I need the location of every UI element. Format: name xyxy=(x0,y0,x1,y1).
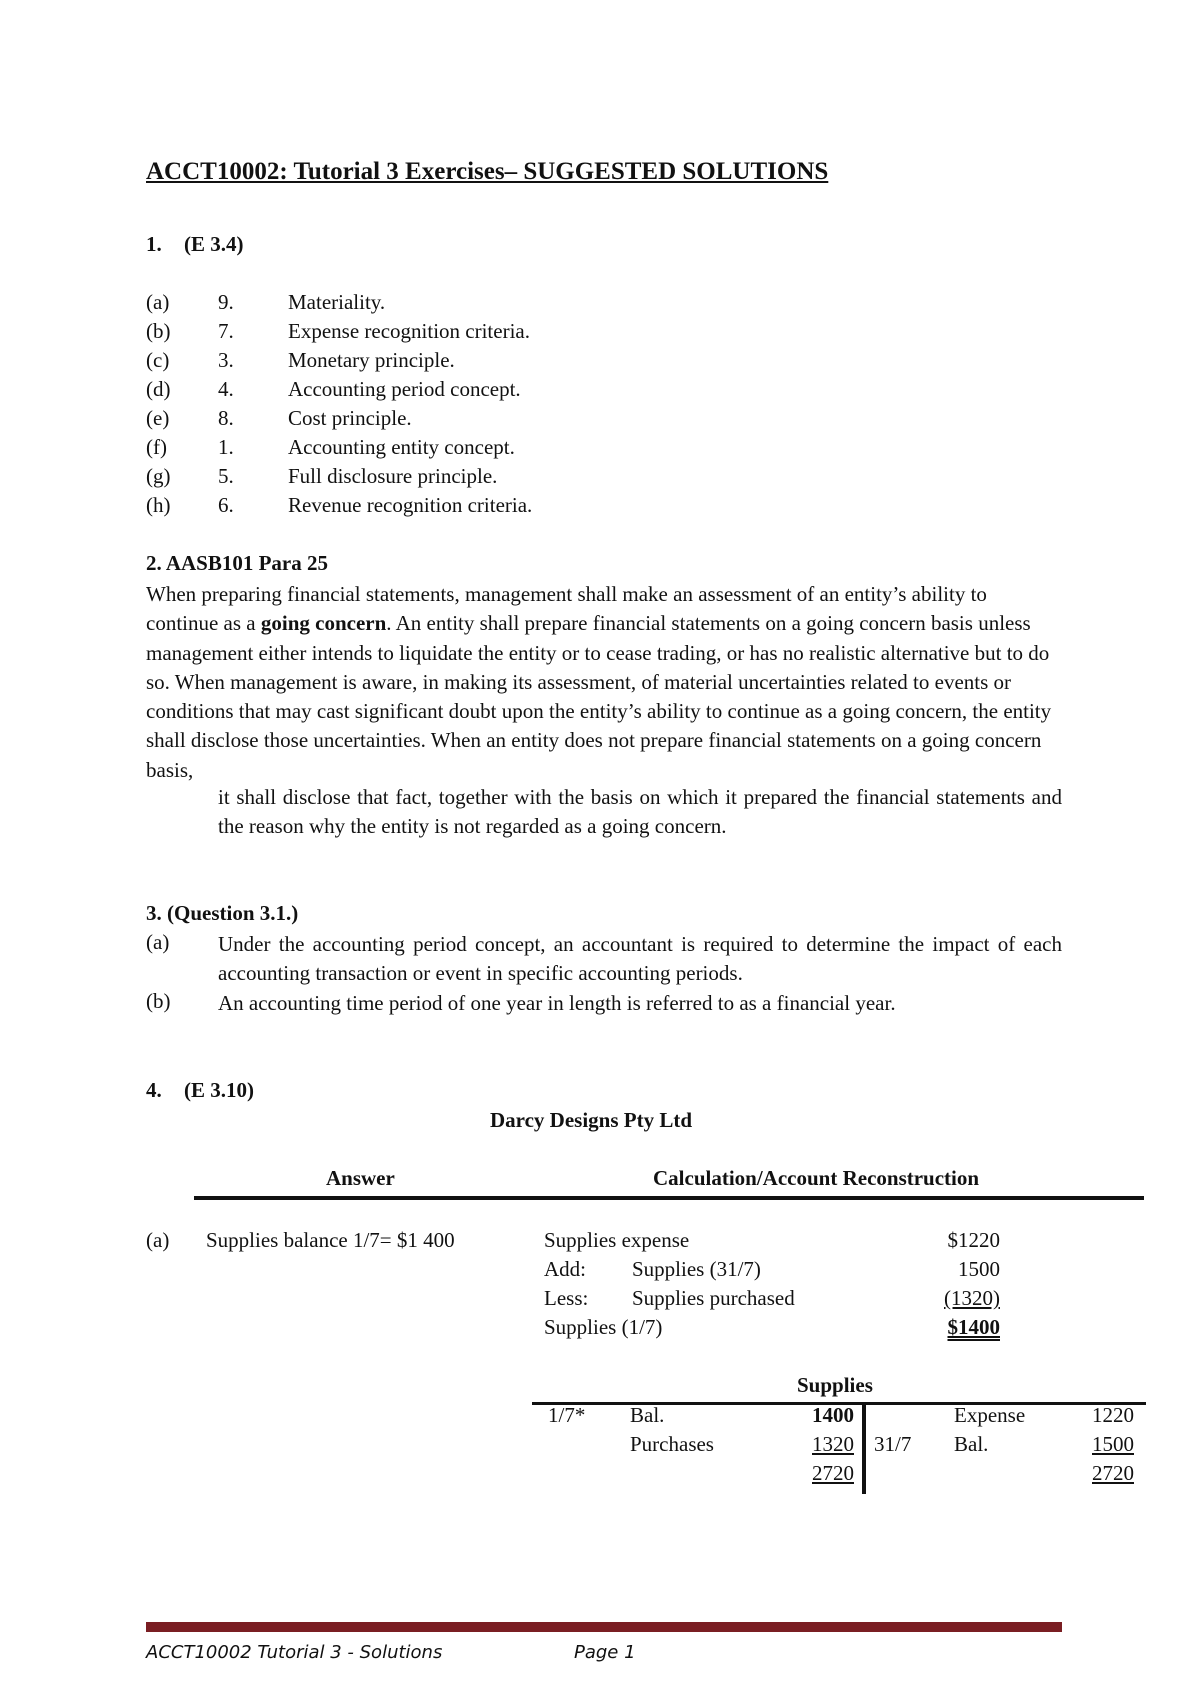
q2-text-before: When preparing financial statements, management shall make an assessment of an entity’s ability to continue as a xyxy=(146,582,987,636)
q1-item-text: Revenue recognition criteria. xyxy=(288,493,533,517)
t-entry-date: 1/7* xyxy=(548,1403,586,1427)
footer-title: ACCT10002 Tutorial 3 - Solutions xyxy=(146,1642,443,1663)
q3-heading: 3. (Question 3.1.) xyxy=(146,901,299,925)
q1-heading-ref: (E 3.4) xyxy=(184,232,244,256)
col-header-answer: Answer xyxy=(326,1166,395,1190)
q1-item-letter: (g) xyxy=(146,464,171,488)
q1-item-number: 3. xyxy=(218,348,234,372)
q2-text-after: . An entity shall prepare financial statements on a going concern basis unless management either intends to liquidate the entity or to cease trading, or has no realistic alternative but to do so. When management is aware, in making its assessment, of material uncertainties related to events or conditions that may cast significant doubt upon the entity’s ability to continue as a going concern, the entity shall disclose those uncertainties. When an entity does not prepare financial statements on a going concern basis, xyxy=(146,611,1052,782)
t-entry-amount: 1320 xyxy=(812,1432,854,1456)
calc-amount: 1500 xyxy=(958,1257,1000,1281)
calc-amount: (1320) xyxy=(944,1286,1000,1310)
calc-label: Supplies expense xyxy=(544,1228,690,1252)
q1-item-number: 1. xyxy=(218,435,234,459)
calc-sub-label: Supplies (31/7) xyxy=(632,1257,761,1281)
q1-item-number: 4. xyxy=(218,377,234,401)
q1-item-text: Accounting entity concept. xyxy=(288,435,515,459)
calc-label: Add: xyxy=(544,1257,586,1281)
col-header-calculation: Calculation/Account Reconstruction xyxy=(653,1166,980,1190)
q1-item-number: 5. xyxy=(218,464,234,488)
q3-item-letter: (a) xyxy=(146,930,170,954)
q2-heading: 2. AASB101 Para 25 xyxy=(146,551,329,575)
t-entry-amount: 1220 xyxy=(1092,1403,1134,1427)
q1-item-letter: (e) xyxy=(146,406,170,430)
q1-item-number: 9. xyxy=(218,290,234,314)
q2-paragraph xyxy=(146,580,1062,785)
calc-amount: $1220 xyxy=(947,1228,1000,1252)
calc-label: Less: xyxy=(544,1286,589,1310)
q3-item-text: Under the accounting period concept, an accountant is required to determine the impact of each accounting transaction or event in specific accounting periods. xyxy=(218,932,1062,986)
t-entry-amount: 1400 xyxy=(812,1403,854,1427)
t-entry-amount: 1500 xyxy=(1092,1432,1134,1456)
t-entry-desc: Expense xyxy=(954,1403,1026,1427)
q1-item-text: Accounting period concept. xyxy=(288,377,521,401)
q1-item-letter: (d) xyxy=(146,377,171,401)
q1-item-number: 8. xyxy=(218,406,234,430)
t-entry-total: 2720 xyxy=(812,1461,854,1485)
q1-item-text: Materiality. xyxy=(288,290,386,314)
q1-item-letter: (b) xyxy=(146,319,171,343)
t-entry-date: 31/7 xyxy=(874,1432,912,1456)
q1-heading-number: 1. xyxy=(146,232,162,256)
q4-company-name: Darcy Designs Pty Ltd xyxy=(490,1108,693,1132)
q2-bold-term: going concern xyxy=(260,611,387,636)
q1-item-text: Cost principle. xyxy=(288,406,412,430)
footer-bar xyxy=(146,1622,1062,1632)
q1-item-number: 7. xyxy=(218,319,234,343)
t-entry-desc: Bal. xyxy=(630,1403,665,1427)
q1-item-letter: (a) xyxy=(146,290,170,314)
q1-item-letter: (h) xyxy=(146,493,171,517)
q4-answer-text: Supplies balance 1/7= $1 400 xyxy=(206,1228,455,1252)
header-rule xyxy=(194,1196,1144,1200)
q1-item-text: Full disclosure principle. xyxy=(288,464,498,488)
q1-item-text: Expense recognition criteria. xyxy=(288,319,530,343)
t-account-divider xyxy=(862,1402,866,1494)
calc-label: Supplies (1/7) xyxy=(544,1315,663,1339)
q2-indented-paragraph: it shall disclose that fact, together with the basis on which it prepared the financial statements and the reason why the entity is not regarded as a going concern. xyxy=(218,785,1062,839)
t-entry-desc: Purchases xyxy=(630,1432,714,1456)
t-entry-total: 2720 xyxy=(1092,1461,1134,1485)
q3-item-letter: (b) xyxy=(146,989,171,1013)
calc-sub-label: Supplies purchased xyxy=(632,1286,795,1310)
q1-item-letter: (f) xyxy=(146,435,167,459)
q4-row-letter: (a) xyxy=(146,1228,170,1252)
q1-item-letter: (c) xyxy=(146,348,170,372)
q4-heading-number: 4. xyxy=(146,1078,162,1102)
q1-item-text: Monetary principle. xyxy=(288,348,455,372)
q3-item-text: An accounting time period of one year in length is referred to as a financial year. xyxy=(218,991,896,1015)
calc-total-amount: $1400 xyxy=(947,1315,1000,1339)
t-account-title: Supplies xyxy=(797,1373,873,1397)
t-entry-desc: Bal. xyxy=(954,1432,989,1456)
q4-heading-ref: (E 3.10) xyxy=(184,1078,254,1102)
page-number: Page 1 xyxy=(574,1642,636,1663)
q1-item-number: 6. xyxy=(218,493,234,517)
page-title: ACCT10002: Tutorial 3 Exercises– SUGGESTED SOLUTIONS xyxy=(146,158,829,185)
